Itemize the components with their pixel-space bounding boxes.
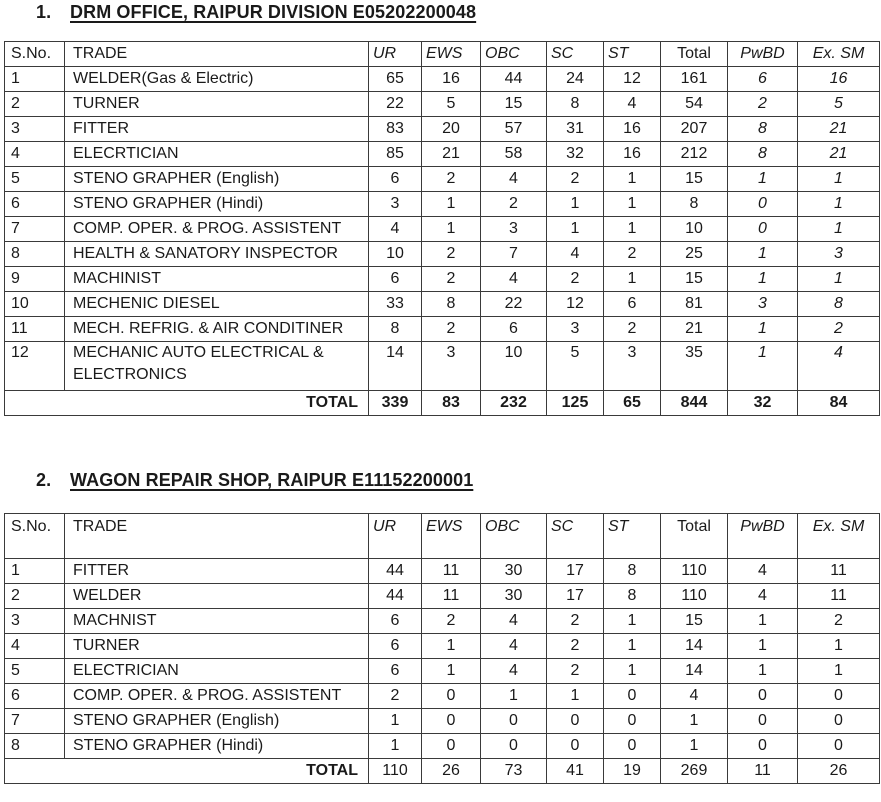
cell-st: 12 — [604, 67, 661, 92]
cell-ur: 6 — [369, 609, 422, 634]
cell-st: 1 — [604, 609, 661, 634]
col-header-sno: S.No. — [5, 42, 65, 67]
cell-trade: TURNER — [65, 92, 369, 117]
cell-ews: 2 — [422, 317, 481, 342]
col-header-sc: SC — [547, 514, 604, 559]
total-ews: 26 — [422, 759, 481, 784]
section-number: 2. — [36, 470, 52, 490]
cell-exsm: 2 — [798, 609, 880, 634]
cell-sc: 1 — [547, 192, 604, 217]
cell-trade: COMP. OPER. & PROG. ASSISTENT — [65, 217, 369, 242]
cell-ews: 1 — [422, 634, 481, 659]
total-sc: 125 — [547, 391, 604, 416]
cell-exsm: 21 — [798, 117, 880, 142]
cell-ur: 3 — [369, 192, 422, 217]
cell-exsm: 11 — [798, 559, 880, 584]
cell-ur: 6 — [369, 267, 422, 292]
section-heading: WAGON REPAIR SHOP, RAIPUR E11152200001 — [70, 470, 474, 490]
cell-total: 1 — [661, 734, 728, 759]
cell-sno: 8 — [5, 242, 65, 267]
cell-obc: 58 — [481, 142, 547, 167]
cell-pwbd: 0 — [728, 192, 798, 217]
table-row — [5, 267, 880, 292]
total-total: 269 — [661, 759, 728, 784]
table-row — [5, 559, 880, 584]
cell-total: 212 — [661, 142, 728, 167]
cell-ews: 0 — [422, 709, 481, 734]
cell-ur: 44 — [369, 559, 422, 584]
cell-sno: 3 — [5, 117, 65, 142]
cell-total: 81 — [661, 292, 728, 317]
cell-pwbd: 1 — [728, 242, 798, 267]
table-row — [5, 117, 880, 142]
cell-obc: 4 — [481, 267, 547, 292]
cell-st: 1 — [604, 167, 661, 192]
table-header-row — [5, 42, 880, 67]
cell-trade: ELECRTICIAN — [65, 142, 369, 167]
cell-sno: 7 — [5, 709, 65, 734]
cell-sno: 2 — [5, 92, 65, 117]
cell-st: 8 — [604, 559, 661, 584]
total-st: 65 — [604, 391, 661, 416]
col-header-st: ST — [604, 514, 661, 559]
total-obc: 73 — [481, 759, 547, 784]
cell-sc: 3 — [547, 317, 604, 342]
cell-sno: 4 — [5, 142, 65, 167]
cell-obc: 7 — [481, 242, 547, 267]
col-header-obc: OBC — [481, 514, 547, 559]
cell-sno: 1 — [5, 67, 65, 92]
table-body — [5, 559, 880, 759]
cell-ur: 33 — [369, 292, 422, 317]
cell-ews: 2 — [422, 609, 481, 634]
cell-obc: 4 — [481, 167, 547, 192]
cell-exsm: 1 — [798, 217, 880, 242]
cell-trade: MACHNIST — [65, 609, 369, 634]
total-row — [5, 759, 880, 784]
cell-ews: 20 — [422, 117, 481, 142]
table-row — [5, 684, 880, 709]
cell-exsm: 0 — [798, 734, 880, 759]
cell-trade: MACHINIST — [65, 267, 369, 292]
col-header-ews: EWS — [422, 514, 481, 559]
cell-exsm: 2 — [798, 317, 880, 342]
cell-obc: 4 — [481, 609, 547, 634]
cell-ews: 11 — [422, 584, 481, 609]
table-row — [5, 242, 880, 267]
cell-ur: 1 — [369, 734, 422, 759]
cell-ur: 6 — [369, 167, 422, 192]
table-row — [5, 609, 880, 634]
cell-total: 161 — [661, 67, 728, 92]
cell-exsm: 1 — [798, 634, 880, 659]
cell-pwbd: 1 — [728, 659, 798, 684]
table-row — [5, 92, 880, 117]
cell-sc: 1 — [547, 684, 604, 709]
cell-st: 1 — [604, 267, 661, 292]
cell-pwbd: 1 — [728, 342, 798, 391]
col-header-ews: EWS — [422, 42, 481, 67]
cell-pwbd: 1 — [728, 634, 798, 659]
cell-sno: 5 — [5, 167, 65, 192]
cell-sc: 32 — [547, 142, 604, 167]
cell-ur: 65 — [369, 67, 422, 92]
table-row — [5, 659, 880, 684]
cell-obc: 0 — [481, 709, 547, 734]
table-row — [5, 192, 880, 217]
cell-sno: 12 — [5, 342, 65, 391]
table-row — [5, 342, 880, 391]
cell-st: 1 — [604, 659, 661, 684]
cell-obc: 0 — [481, 734, 547, 759]
cell-obc: 30 — [481, 559, 547, 584]
col-header-st: ST — [604, 42, 661, 67]
cell-exsm: 0 — [798, 684, 880, 709]
cell-sc: 0 — [547, 709, 604, 734]
cell-sc: 5 — [547, 342, 604, 391]
cell-trade: MECHANIC AUTO ELECTRICAL & ELECTRONICS — [65, 342, 369, 391]
cell-total: 8 — [661, 192, 728, 217]
cell-pwbd: 1 — [728, 609, 798, 634]
cell-exsm: 11 — [798, 584, 880, 609]
col-header-total: Total — [661, 514, 728, 559]
cell-total: 25 — [661, 242, 728, 267]
cell-ews: 2 — [422, 242, 481, 267]
cell-ews: 0 — [422, 734, 481, 759]
total-obc: 232 — [481, 391, 547, 416]
cell-ur: 44 — [369, 584, 422, 609]
cell-ur: 83 — [369, 117, 422, 142]
cell-pwbd: 4 — [728, 559, 798, 584]
cell-ews: 8 — [422, 292, 481, 317]
cell-obc: 4 — [481, 659, 547, 684]
cell-trade: STENO GRAPHER (Hindi) — [65, 734, 369, 759]
col-header-total: Total — [661, 42, 728, 67]
cell-ews: 21 — [422, 142, 481, 167]
table-row — [5, 734, 880, 759]
cell-total: 14 — [661, 659, 728, 684]
cell-obc: 44 — [481, 67, 547, 92]
cell-pwbd: 8 — [728, 117, 798, 142]
cell-st: 6 — [604, 292, 661, 317]
total-label: TOTAL — [5, 391, 369, 416]
col-header-exsm: Ex. SM — [798, 42, 880, 67]
cell-obc: 1 — [481, 684, 547, 709]
cell-sc: 2 — [547, 634, 604, 659]
cell-sc: 24 — [547, 67, 604, 92]
cell-exsm: 1 — [798, 167, 880, 192]
col-header-pwbd: PwBD — [728, 42, 798, 67]
cell-pwbd: 0 — [728, 217, 798, 242]
cell-st: 0 — [604, 734, 661, 759]
total-ur: 339 — [369, 391, 422, 416]
cell-sc: 2 — [547, 609, 604, 634]
cell-st: 2 — [604, 242, 661, 267]
total-exsm: 84 — [798, 391, 880, 416]
cell-ur: 2 — [369, 684, 422, 709]
cell-exsm: 0 — [798, 709, 880, 734]
cell-ews: 1 — [422, 192, 481, 217]
cell-obc: 15 — [481, 92, 547, 117]
col-header-trade: TRADE — [65, 42, 369, 67]
cell-trade: WELDER(Gas & Electric) — [65, 67, 369, 92]
cell-ur: 1 — [369, 709, 422, 734]
cell-trade: FITTER — [65, 117, 369, 142]
cell-trade: MECH. REFRIG. & AIR CONDITINER — [65, 317, 369, 342]
cell-obc: 57 — [481, 117, 547, 142]
cell-total: 10 — [661, 217, 728, 242]
cell-pwbd: 0 — [728, 734, 798, 759]
col-header-sno: S.No. — [5, 514, 65, 559]
cell-ur: 6 — [369, 659, 422, 684]
table-row — [5, 634, 880, 659]
cell-sno: 8 — [5, 734, 65, 759]
col-header-ur: UR — [369, 514, 422, 559]
cell-total: 35 — [661, 342, 728, 391]
cell-exsm: 16 — [798, 67, 880, 92]
table-row — [5, 317, 880, 342]
cell-total: 54 — [661, 92, 728, 117]
cell-sc: 2 — [547, 267, 604, 292]
cell-pwbd: 1 — [728, 317, 798, 342]
cell-trade: FITTER — [65, 559, 369, 584]
cell-obc: 6 — [481, 317, 547, 342]
cell-exsm: 1 — [798, 267, 880, 292]
cell-st: 1 — [604, 217, 661, 242]
col-header-trade: TRADE — [65, 514, 369, 559]
cell-sno: 7 — [5, 217, 65, 242]
cell-ews: 11 — [422, 559, 481, 584]
cell-total: 110 — [661, 559, 728, 584]
cell-obc: 3 — [481, 217, 547, 242]
section-2-title — [36, 470, 473, 491]
col-header-obc: OBC — [481, 42, 547, 67]
cell-sno: 9 — [5, 267, 65, 292]
total-label: TOTAL — [5, 759, 369, 784]
table-row — [5, 217, 880, 242]
cell-sc: 12 — [547, 292, 604, 317]
drm-office-vacancy-table — [4, 41, 880, 416]
cell-sno: 5 — [5, 659, 65, 684]
cell-ews: 1 — [422, 659, 481, 684]
cell-exsm: 21 — [798, 142, 880, 167]
cell-total: 15 — [661, 167, 728, 192]
cell-trade: WELDER — [65, 584, 369, 609]
table-row — [5, 167, 880, 192]
cell-pwbd: 0 — [728, 709, 798, 734]
total-pwbd: 11 — [728, 759, 798, 784]
col-header-ur: UR — [369, 42, 422, 67]
total-st: 19 — [604, 759, 661, 784]
cell-obc: 22 — [481, 292, 547, 317]
table-row — [5, 142, 880, 167]
cell-exsm: 8 — [798, 292, 880, 317]
cell-exsm: 5 — [798, 92, 880, 117]
cell-sc: 0 — [547, 734, 604, 759]
cell-ur: 10 — [369, 242, 422, 267]
total-ews: 83 — [422, 391, 481, 416]
total-sc: 41 — [547, 759, 604, 784]
cell-ews: 5 — [422, 92, 481, 117]
cell-pwbd: 3 — [728, 292, 798, 317]
cell-sc: 2 — [547, 167, 604, 192]
cell-sno: 11 — [5, 317, 65, 342]
cell-st: 1 — [604, 634, 661, 659]
cell-sc: 31 — [547, 117, 604, 142]
cell-pwbd: 4 — [728, 584, 798, 609]
cell-st: 2 — [604, 317, 661, 342]
section-1-title — [36, 2, 476, 23]
cell-st: 16 — [604, 142, 661, 167]
cell-ur: 14 — [369, 342, 422, 391]
cell-trade: STENO GRAPHER (English) — [65, 167, 369, 192]
cell-sc: 2 — [547, 659, 604, 684]
cell-obc: 10 — [481, 342, 547, 391]
cell-sno: 4 — [5, 634, 65, 659]
cell-total: 110 — [661, 584, 728, 609]
cell-sc: 17 — [547, 584, 604, 609]
cell-pwbd: 1 — [728, 167, 798, 192]
cell-total: 15 — [661, 267, 728, 292]
cell-exsm: 3 — [798, 242, 880, 267]
cell-ews: 2 — [422, 167, 481, 192]
cell-st: 8 — [604, 584, 661, 609]
total-row — [5, 391, 880, 416]
cell-trade: STENO GRAPHER (English) — [65, 709, 369, 734]
cell-pwbd: 6 — [728, 67, 798, 92]
total-exsm: 26 — [798, 759, 880, 784]
cell-ews: 3 — [422, 342, 481, 391]
cell-st: 4 — [604, 92, 661, 117]
cell-st: 0 — [604, 684, 661, 709]
cell-total: 4 — [661, 684, 728, 709]
cell-st: 16 — [604, 117, 661, 142]
table-row — [5, 292, 880, 317]
table-row — [5, 67, 880, 92]
cell-exsm: 4 — [798, 342, 880, 391]
cell-obc: 2 — [481, 192, 547, 217]
cell-sc: 1 — [547, 217, 604, 242]
cell-pwbd: 2 — [728, 92, 798, 117]
cell-ur: 85 — [369, 142, 422, 167]
cell-sno: 6 — [5, 192, 65, 217]
cell-sc: 17 — [547, 559, 604, 584]
cell-ur: 4 — [369, 217, 422, 242]
col-header-pwbd: PwBD — [728, 514, 798, 559]
cell-sno: 10 — [5, 292, 65, 317]
cell-sno: 3 — [5, 609, 65, 634]
cell-sno: 2 — [5, 584, 65, 609]
col-header-exsm: Ex. SM — [798, 514, 880, 559]
table-body — [5, 67, 880, 391]
total-ur: 110 — [369, 759, 422, 784]
cell-obc: 30 — [481, 584, 547, 609]
cell-ur: 8 — [369, 317, 422, 342]
cell-obc: 4 — [481, 634, 547, 659]
cell-sno: 6 — [5, 684, 65, 709]
cell-trade: COMP. OPER. & PROG. ASSISTENT — [65, 684, 369, 709]
wagon-repair-shop-vacancy-table — [4, 513, 880, 784]
cell-st: 1 — [604, 192, 661, 217]
cell-trade: ELECTRICIAN — [65, 659, 369, 684]
cell-total: 207 — [661, 117, 728, 142]
cell-exsm: 1 — [798, 659, 880, 684]
cell-ur: 6 — [369, 634, 422, 659]
cell-st: 0 — [604, 709, 661, 734]
cell-total: 15 — [661, 609, 728, 634]
section-number: 1. — [36, 2, 52, 22]
cell-exsm: 1 — [798, 192, 880, 217]
cell-pwbd: 0 — [728, 684, 798, 709]
total-total: 844 — [661, 391, 728, 416]
cell-sno: 1 — [5, 559, 65, 584]
cell-total: 21 — [661, 317, 728, 342]
cell-ews: 16 — [422, 67, 481, 92]
table-row — [5, 709, 880, 734]
cell-trade: HEALTH & SANATORY INSPECTOR — [65, 242, 369, 267]
cell-sc: 8 — [547, 92, 604, 117]
cell-total: 14 — [661, 634, 728, 659]
cell-ews: 2 — [422, 267, 481, 292]
cell-pwbd: 8 — [728, 142, 798, 167]
table-header-row — [5, 514, 880, 559]
cell-sc: 4 — [547, 242, 604, 267]
cell-trade: STENO GRAPHER (Hindi) — [65, 192, 369, 217]
cell-ews: 1 — [422, 217, 481, 242]
cell-st: 3 — [604, 342, 661, 391]
cell-pwbd: 1 — [728, 267, 798, 292]
section-heading: DRM OFFICE, RAIPUR DIVISION E05202200048 — [70, 2, 477, 22]
cell-trade: MECHENIC DIESEL — [65, 292, 369, 317]
cell-total: 1 — [661, 709, 728, 734]
cell-ur: 22 — [369, 92, 422, 117]
table-row — [5, 584, 880, 609]
total-pwbd: 32 — [728, 391, 798, 416]
cell-trade: TURNER — [65, 634, 369, 659]
col-header-sc: SC — [547, 42, 604, 67]
cell-ews: 0 — [422, 684, 481, 709]
